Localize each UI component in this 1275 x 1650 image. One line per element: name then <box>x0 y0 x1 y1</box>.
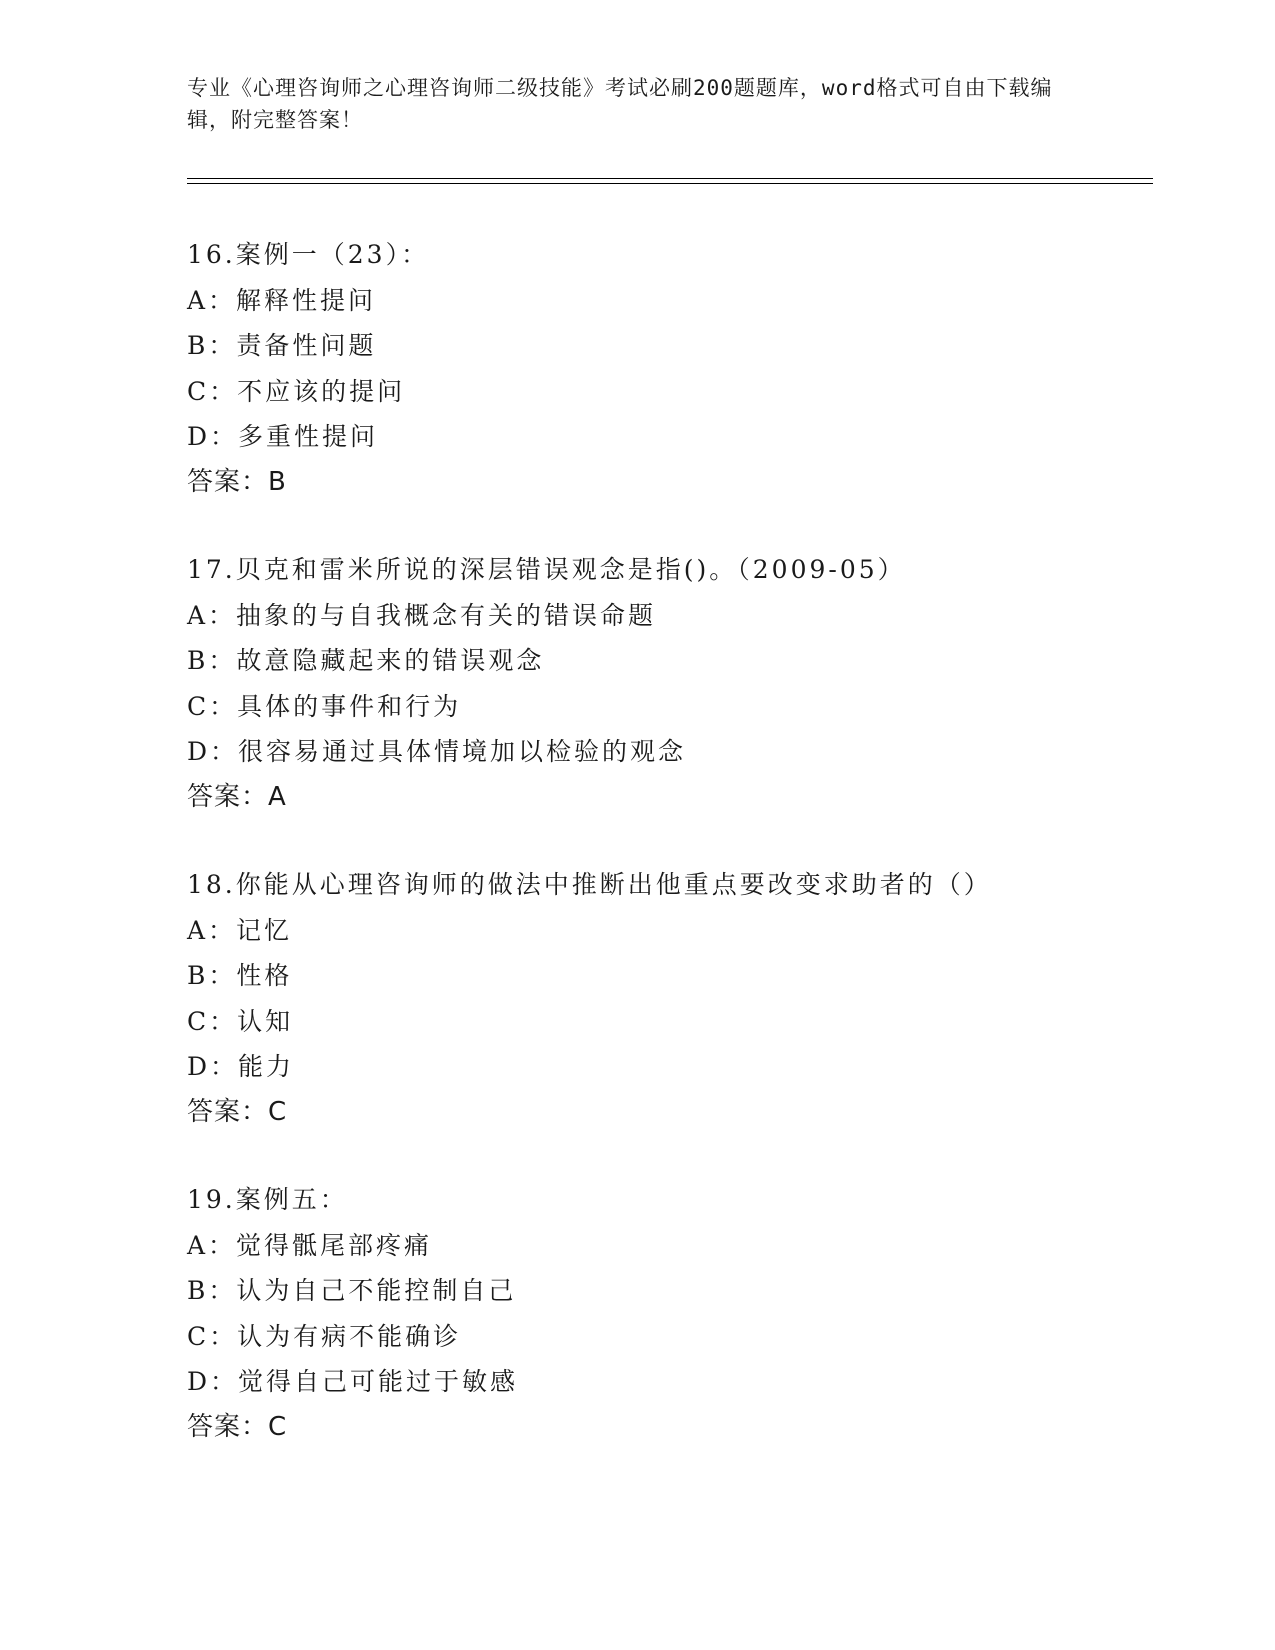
option-d: D：多重性提问 <box>187 422 379 451</box>
option-b: B：故意隐藏起来的错误观念 <box>187 646 545 675</box>
question-19 <box>187 1177 1137 1450</box>
option-d: D：能力 <box>187 1052 295 1081</box>
question-18 <box>187 862 1137 1135</box>
document-intro: 专业《心理咨询师之心理咨询师二级技能》考试必刷200题题库，word格式可自由下载编辑，附完整答案！ <box>187 76 1053 132</box>
answer: 答案：A <box>187 781 287 812</box>
option-c: C：具体的事件和行为 <box>187 691 462 721</box>
option-c: C：不应该的提问 <box>187 376 406 406</box>
answer: 答案：C <box>187 1411 288 1442</box>
option-a: A：解释性提问 <box>187 285 377 315</box>
option-b: B：认为自己不能控制自己 <box>187 1276 517 1305</box>
question-title: 19.案例五： <box>187 1185 348 1214</box>
answer: 答案：C <box>187 1096 288 1127</box>
option-d: D：很容易通过具体情境加以检验的观念 <box>187 737 687 766</box>
header-divider-top <box>187 178 1153 179</box>
option-c: C：认知 <box>187 1006 294 1036</box>
question-16 <box>187 232 1137 505</box>
question-title: 17.贝克和雷米所说的深层错误观念是指()。（2009-05） <box>187 555 906 584</box>
question-title: 16.案例一（23）： <box>187 240 430 269</box>
option-c: C：认为有病不能确诊 <box>187 1321 462 1351</box>
question-17 <box>187 547 1137 820</box>
option-a: A：觉得骶尾部疼痛 <box>187 1230 433 1260</box>
question-title: 18.你能从心理咨询师的做法中推断出他重点要改变求助者的（） <box>187 870 992 899</box>
option-a: A：抽象的与自我概念有关的错误命题 <box>187 600 657 630</box>
answer: 答案：B <box>187 466 287 497</box>
header-divider-bottom <box>187 183 1153 184</box>
option-b: B：性格 <box>187 961 293 990</box>
option-a: A：记忆 <box>187 915 293 945</box>
option-b: B：责备性问题 <box>187 331 377 360</box>
option-d: D：觉得自己可能过于敏感 <box>187 1367 519 1396</box>
